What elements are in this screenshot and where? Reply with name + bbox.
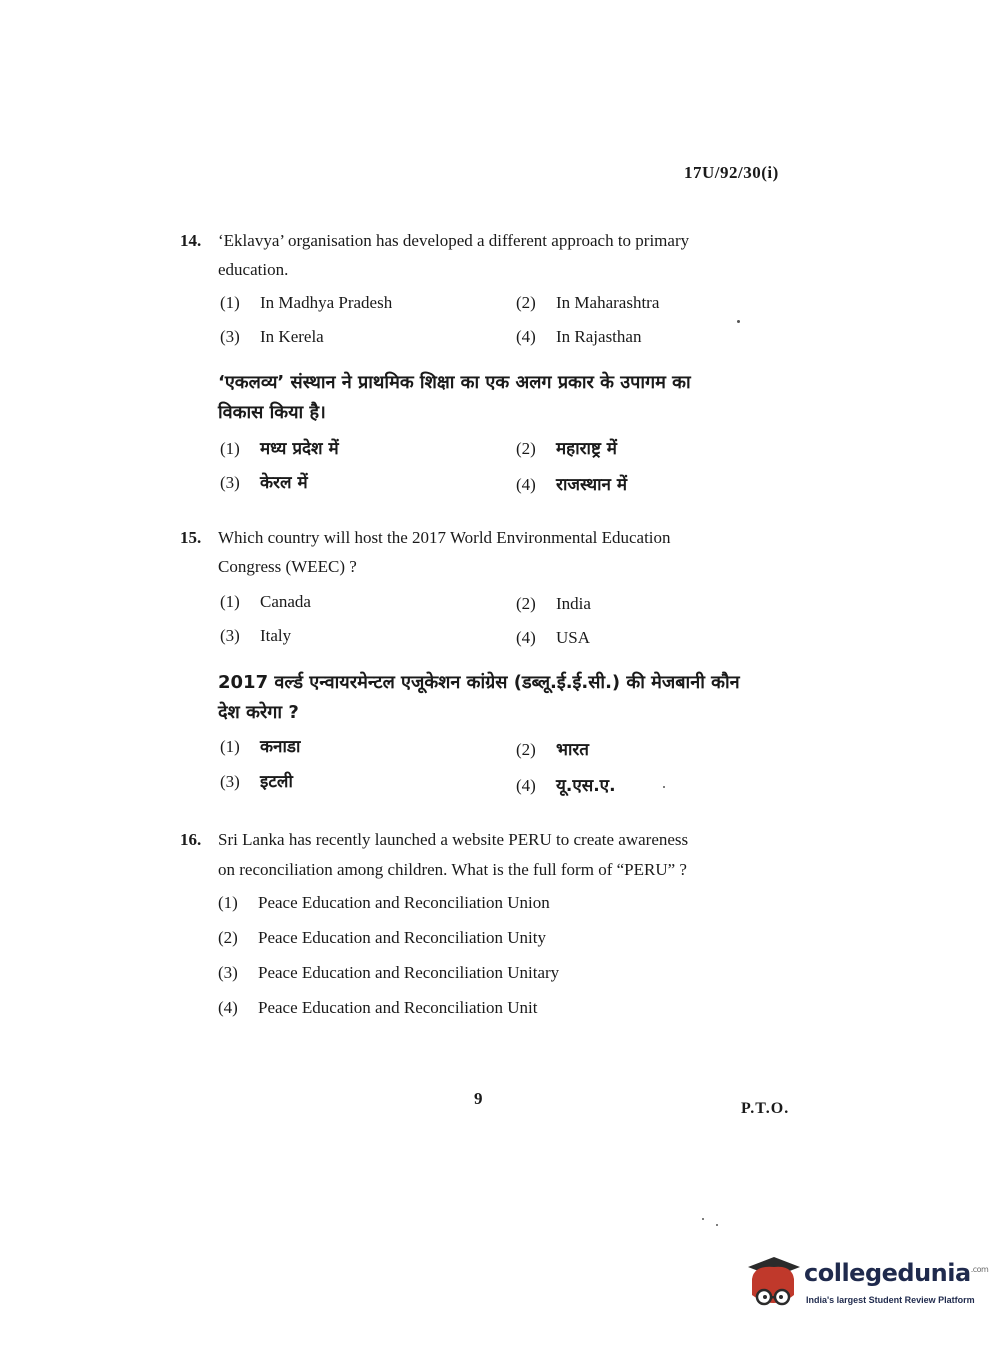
scan-speck	[663, 786, 665, 788]
collegedunia-watermark	[744, 1255, 989, 1315]
option-4: (4) Peace Education and Reconciliation Unit	[218, 998, 538, 1017]
option-hindi-1: (1) कनाडा	[220, 737, 301, 757]
option-4: (4) In Rajasthan	[516, 327, 642, 346]
option-hindi-2: (2) भारत	[516, 740, 589, 760]
question-number: 16.	[180, 830, 202, 849]
option-2: (2) Peace Education and Reconciliation Unity	[218, 928, 546, 947]
option-2: (2) In Maharashtra	[516, 293, 660, 312]
student-mascot-icon	[744, 1255, 802, 1315]
question-text-line: on reconciliation among children. What is the full form of “PERU” ?	[218, 860, 687, 879]
option-hindi-2: (2) महाराष्ट्र में	[516, 439, 617, 459]
question-text-line: Congress (WEEC) ?	[218, 557, 357, 576]
option-1: (1) Peace Education and Reconciliation Union	[218, 893, 550, 912]
question-text-line: Sri Lanka has recently launched a website PERU to create awareness	[218, 830, 689, 849]
option-4: (4) USA	[516, 628, 591, 647]
question-number: 14.	[180, 231, 202, 250]
option-3: (3) Peace Education and Reconciliation Unitary	[218, 963, 560, 982]
page-number: 9	[474, 1089, 483, 1108]
question-number: 15.	[180, 528, 202, 547]
question-text-line: Which country will host the 2017 World Environmental Education	[218, 528, 671, 547]
question-text-hindi-line: देश करेगा ?	[218, 702, 299, 723]
option-hindi-4: (4) राजस्थान में	[516, 475, 628, 495]
question-text-line: education.	[218, 260, 289, 279]
brand-dotcom: .com	[970, 1265, 989, 1274]
option-hindi-3: (3) इटली	[220, 772, 293, 792]
paper-code: 17U/92/30(i)	[684, 163, 779, 182]
question-text-hindi-line: 2017 वर्ल्ड एन्वायरमेन्टल एजूकेशन कांग्रेस (डब्लू.ई.ई.सी.) की मेजबानी कौन	[218, 672, 740, 693]
option-hindi-1: (1) मध्य प्रदेश में	[220, 439, 339, 459]
question-text-hindi-line: ‘एकलव्य’ संस्थान ने प्राथमिक शिक्षा का एक अलग प्रकार के उपागम का	[218, 372, 691, 393]
question-text-hindi-line: विकास किया है।	[218, 402, 326, 423]
brand-tagline: India's largest Student Review Platform	[806, 1295, 975, 1305]
brand-name: collegedunia$^{.com}$	[804, 1259, 989, 1287]
scan-speck	[702, 1218, 704, 1220]
option-3: (3) In Kerela	[220, 327, 324, 346]
option-3: (3) Italy	[220, 626, 292, 645]
option-1: (1) Canada	[220, 592, 311, 611]
pto-label: P.T.O.	[741, 1100, 790, 1117]
option-hindi-4: (4) यू.एस.ए.	[516, 776, 616, 796]
scan-speck	[716, 1224, 718, 1226]
option-1: (1) In Madhya Pradesh	[220, 293, 393, 312]
option-hindi-3: (3) केरल में	[220, 473, 308, 493]
option-2: (2) India	[516, 594, 591, 613]
scan-speck	[737, 320, 740, 323]
question-text-line: ‘Eklavya’ organisation has developed a different approach to primary	[218, 231, 690, 250]
